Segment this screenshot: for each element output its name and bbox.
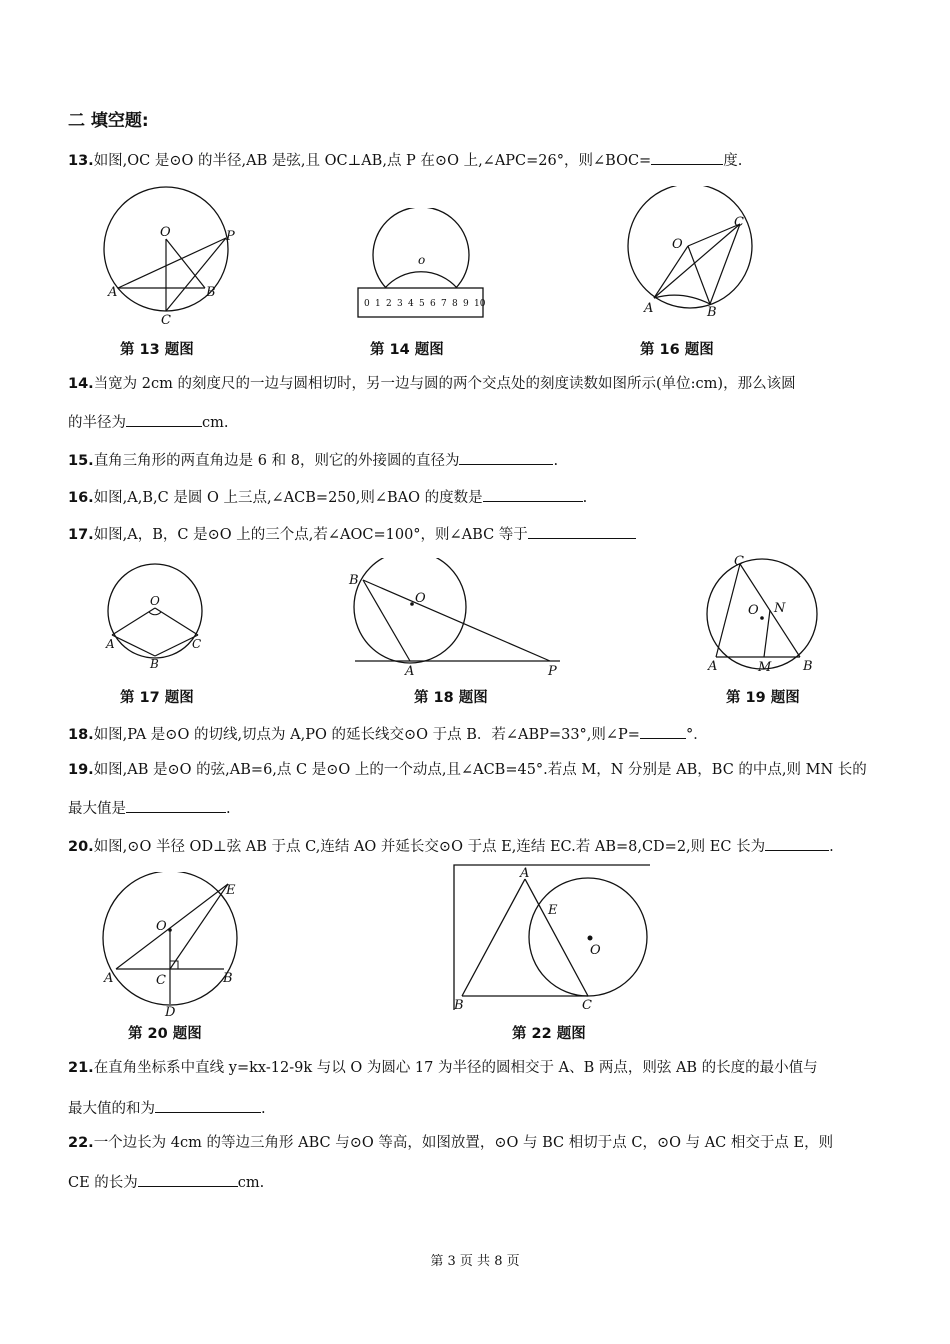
question-tail: °． (685, 727, 708, 743)
question-number: 22. (68, 1135, 94, 1151)
question-19-line2 (68, 798, 231, 818)
caption-figure-20: 第 20 题图 (128, 1026, 202, 1042)
question-text: 如图,OC 是⊙O 的半径,AB 是弦,且 OC⊥AB,点 P 在⊙O 上,∠APC=26°，则∠BOC= (93, 153, 652, 169)
question-19 (68, 762, 867, 779)
question-text: 最大值的和为 (68, 1101, 155, 1117)
label-O: O (748, 603, 759, 618)
label-E: E (548, 903, 558, 918)
question-21-line2 (68, 1098, 266, 1118)
question-text: 直角三角形的两直角边是 6 和 8，则它的外接圆的直径为 (93, 453, 460, 469)
figure-17 (100, 560, 210, 670)
answer-blank[interactable] (126, 798, 226, 813)
question-20 (68, 836, 834, 856)
answer-blank[interactable] (483, 487, 583, 502)
figure-20 (98, 872, 248, 1017)
question-text: 当宽为 2cm 的刻度尺的一边与圆相切时，另一边与圆的两个交点处的刻度读数如图所示(单位:cm)，那么该圆 (93, 376, 796, 392)
ruler-tick-label: 6 (430, 299, 436, 309)
label-N: N (774, 601, 786, 616)
label-B: B (803, 659, 813, 674)
figure-14 (355, 208, 490, 323)
question-number: 21. (68, 1060, 94, 1076)
question-number: 17. (68, 527, 94, 543)
question-18 (68, 724, 708, 744)
answer-blank[interactable] (459, 450, 553, 465)
label-C: C (161, 313, 171, 324)
question-text: 的半径为 (68, 415, 126, 431)
question-number: 18. (68, 727, 94, 743)
question-22 (68, 1135, 833, 1152)
question-text: 如图,A,B,C 是圆 O 上三点,∠ACB=250,则∠BAO 的度数是 (93, 490, 483, 506)
ruler-tick-label: 7 (441, 299, 447, 309)
label-A: A (106, 637, 115, 651)
question-14-line2 (68, 412, 228, 432)
question-text: 如图,AB 是⊙O 的弦,AB=6,点 C 是⊙O 上的一个动点,且∠ACB=45°.若点 M，N 分别是 AB，BC 的中点,则 MN 长的 (93, 762, 867, 778)
ruler-tick-label: 5 (419, 299, 425, 309)
question-13 (68, 150, 742, 170)
question-22-line2 (68, 1172, 264, 1192)
label-P: P (226, 229, 235, 244)
label-A: A (108, 285, 118, 300)
answer-blank[interactable] (155, 1098, 261, 1113)
section-title: 二 填空题: (68, 111, 149, 131)
caption-figure-17: 第 17 题图 (120, 690, 194, 706)
question-tail: . (261, 1101, 266, 1117)
question-text: 最大值是 (68, 801, 126, 817)
question-number: 15. (68, 453, 94, 469)
label-C: C (582, 998, 592, 1012)
label-B: B (223, 971, 233, 986)
caption-figure-13: 第 13 题图 (120, 342, 194, 358)
figure-19 (700, 552, 830, 677)
answer-blank[interactable] (528, 524, 636, 539)
label-C: C (156, 973, 166, 988)
label-A: A (405, 664, 415, 676)
label-A: A (644, 301, 654, 316)
question-tail: . (226, 801, 231, 817)
question-17 (68, 524, 636, 544)
caption-figure-18: 第 18 题图 (414, 690, 488, 706)
question-15 (68, 450, 558, 470)
caption-figure-22: 第 22 题图 (512, 1026, 586, 1042)
label-P: P (548, 664, 557, 676)
question-number: 16. (68, 490, 94, 506)
question-tail: . (553, 453, 559, 469)
label-O: O (150, 594, 160, 608)
figure-22 (450, 862, 650, 1012)
figure-18 (345, 558, 565, 676)
svg-text:o: o (418, 253, 426, 267)
ruler-tick-label: 3 (397, 299, 403, 309)
question-tail: cm. (237, 1175, 265, 1191)
caption-figure-19: 第 19 题图 (726, 690, 800, 706)
label-O: O (672, 237, 683, 252)
caption-figure-16: 第 16 题图 (640, 342, 714, 358)
page-footer: 第 3 页 共 8 页 (430, 1254, 520, 1269)
caption-figure-14: 第 14 题图 (370, 342, 444, 358)
question-21 (68, 1060, 818, 1077)
question-14 (68, 376, 796, 393)
answer-blank[interactable] (126, 412, 202, 427)
question-tail: . (829, 839, 834, 855)
label-C: C (192, 637, 202, 651)
question-16 (68, 487, 587, 507)
figure-13 (98, 184, 248, 324)
question-text: CE 的长为 (68, 1175, 138, 1191)
label-M: M (758, 660, 772, 675)
ruler-tick-label: 4 (408, 299, 414, 309)
answer-blank[interactable] (765, 836, 829, 851)
answer-blank[interactable] (651, 150, 723, 165)
question-text: 如图,A，B，C 是⊙O 上的三个点,若∠AOC=100°，则∠ABC 等于 (93, 527, 528, 543)
question-number: 14. (68, 376, 94, 392)
question-number: 19. (68, 762, 94, 778)
label-E: E (226, 883, 236, 898)
question-text: 一个边长为 4cm 的等边三角形 ABC 与⊙O 等高，如图放置，⊙O 与 BC 相切于点 C，⊙O 与 AC 相交于点 E，则 (93, 1135, 834, 1151)
label-D: D (165, 1005, 176, 1017)
ruler-tick-label: 2 (386, 299, 392, 309)
question-text: 如图,⊙O 半径 OD⊥弦 AB 于点 C,连结 AO 并延长交⊙O 于点 E,连结 EC.若 AB=8,CD=2,则 EC 长为 (93, 839, 766, 855)
label-C: C (734, 215, 744, 230)
label-O: O (160, 225, 171, 240)
label-O: O (415, 591, 426, 606)
label-B: B (150, 657, 159, 670)
question-number: 13. (68, 153, 94, 169)
label-O: O (156, 919, 167, 934)
ruler-tick-label: 1 (375, 299, 381, 309)
answer-blank[interactable] (138, 1172, 238, 1187)
answer-blank[interactable] (640, 724, 686, 739)
ruler-tick-label: 9 (463, 299, 469, 309)
ruler-tick-label: 8 (452, 299, 458, 309)
label-B: B (454, 998, 464, 1012)
label-O: O (590, 943, 601, 958)
question-number: 20. (68, 839, 94, 855)
label-A: A (708, 659, 718, 674)
label-A: A (520, 866, 530, 881)
label-A: A (104, 971, 114, 986)
label-B: B (206, 285, 216, 300)
ruler-tick-label: 0 (364, 299, 370, 309)
question-tail: . (582, 490, 588, 506)
label-B: B (349, 573, 359, 588)
question-text: 在直角坐标系中直线 y=kx-12-9k 与以 O 为圆心 17 为半径的圆相交于 A、B 两点，则弦 AB 的长度的最小值与 (93, 1060, 818, 1076)
figure-16 (622, 186, 772, 316)
label-C: C (734, 554, 744, 569)
question-tail: 度. (723, 153, 743, 169)
ruler-tick-label: 10 (474, 299, 486, 309)
question-tail: cm. (202, 415, 229, 431)
label-B: B (707, 305, 717, 316)
question-text: 如图,PA 是⊙O 的切线,切点为 A,PO 的延长线交⊙O 于点 B．若∠ABP=33°,则∠P= (93, 727, 640, 743)
